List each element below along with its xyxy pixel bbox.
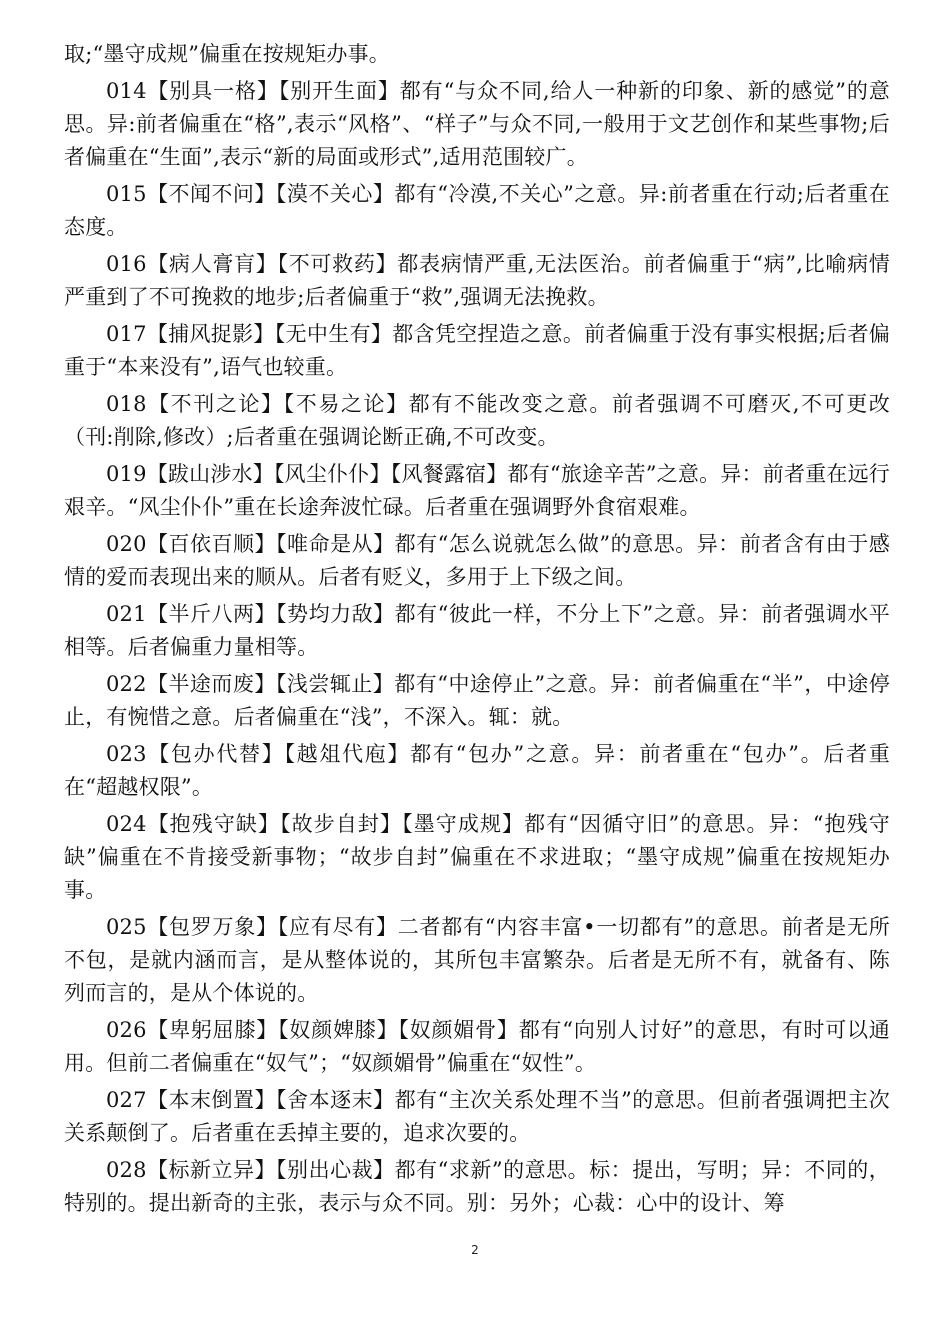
document-page bbox=[64, 38, 890, 1220]
paragraph-entry-024: 024【抱残守缺】【故步自封】【墨守成规】都有“因循守旧”的意思。异：“抱残守缺”偏重在不肯接受新事物；“故步自封”偏重在不求进取；“墨守成规”偏重在按规矩办事。 bbox=[64, 812, 890, 902]
paragraph-entry-019: 019【跋山涉水】【风尘仆仆】【风餐露宿】都有“旅途辛苦”之意。异：前者重在远行艰辛。“风尘仆仆”重在长途奔波忙碌。后者重在强调野外食宿艰难。 bbox=[64, 462, 890, 519]
paragraph-entry-018: 018【不刊之论】【不易之论】都有不能改变之意。前者强调不可磨灭,不可更改（刊:削除,修改）;后者重在强调论断正确,不可改变。 bbox=[64, 392, 890, 449]
paragraph-entry-017: 017【捕风捉影】【无中生有】都含凭空捏造之意。前者偏重于没有事实根据;后者偏重于“本来没有”,语气也较重。 bbox=[64, 322, 890, 379]
page-number: 2 bbox=[471, 1243, 479, 1257]
paragraph-entry-027: 027【本末倒置】【舍本逐末】都有“主次关系处理不当”的意思。但前者强调把主次关系颠倒了。后者重在丢掉主要的，追求次要的。 bbox=[64, 1088, 890, 1145]
paragraph-entry-026: 026【卑躬屈膝】【奴颜婢膝】【奴颜媚骨】都有“向别人讨好”的意思，有时可以通用。但前二者偏重在“奴气”；“奴颜媚骨”偏重在“奴性”。 bbox=[64, 1018, 890, 1075]
paragraph-entry-025: 025【包罗万象】【应有尽有】二者都有“内容丰富•一切都有”的意思。前者是无所不包，是就内涵而言，是从整体说的，其所包丰富繁杂。后者是无所不有，就备有、陈列而言的，是从个体说的。 bbox=[64, 915, 890, 1005]
paragraph-entry-015: 015【不闻不问】【漠不关心】都有“冷漠,不关心”之意。异:前者重在行动;后者重在态度。 bbox=[64, 182, 890, 239]
paragraph-entry-022: 022【半途而废】【浅尝辄止】都有“中途停止”之意。异：前者偏重在“半”，中途停止，有惋惜之意。后者偏重在“浅”，不深入。辄：就。 bbox=[64, 672, 890, 729]
paragraph-entry-023: 023【包办代替】【越俎代庖】都有“包办”之意。异：前者重在“包办”。后者重在“超越权限”。 bbox=[64, 742, 890, 799]
paragraph-entry-021: 021【半斤八两】【势均力敌】都有“彼此一样，不分上下”之意。异：前者强调水平相等。后者偏重力量相等。 bbox=[64, 602, 890, 659]
paragraph-entry-014: 014【别具一格】【别开生面】都有“与众不同,给人一种新的印象、新的感觉”的意思。异:前者偏重在“格”,表示“风格”、“样子”与众不同,一般用于文艺创作和某些事物;后者偏重在“生面”,表示“新的局面或形式”,适用范围较广。 bbox=[64, 79, 890, 169]
paragraph-entry-028: 028【标新立异】【别出心裁】都有“求新”的意思。标：提出，写明；异：不同的，特别的。提出新奇的主张，表示与众不同。别：另外；心裁：心中的设计、筹 bbox=[64, 1158, 890, 1215]
paragraph-entry-020: 020【百依百顺】【唯命是从】都有“怎么说就怎么做”的意思。异：前者含有由于感情的爱而表现出来的顺从。后者有贬义，多用于上下级之间。 bbox=[64, 532, 890, 589]
paragraph-continuation: 取;“墨守成规”偏重在按规矩办事。 bbox=[64, 42, 390, 66]
paragraph-entry-016: 016【病人膏肓】【不可救药】都表病情严重,无法医治。前者偏重于“病”,比喻病情严重到了不可挽救的地步;后者偏重于“救”,强调无法挽救。 bbox=[64, 252, 890, 309]
